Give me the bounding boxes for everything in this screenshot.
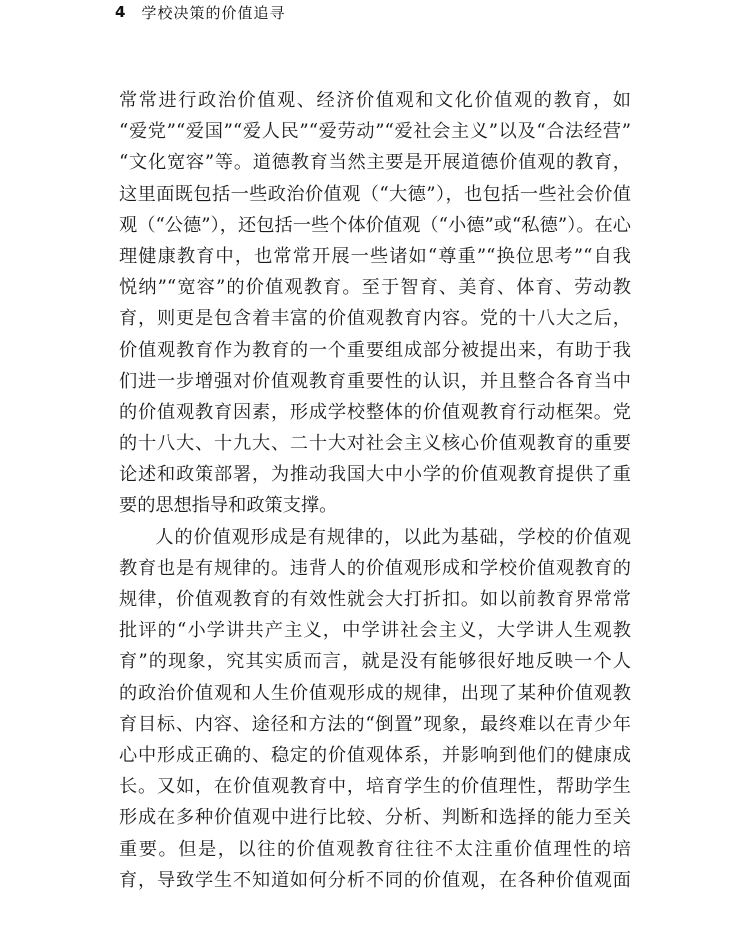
text-line: 教育也是有规律的。违背人的价值观形成和学校价值观教育的 [119, 557, 631, 579]
text-line: “爱党”“爱国”“爱人民”“爱劳动”“爱社会主义”以及“合法经营” [119, 121, 631, 143]
text-line: 理健康教育中，也常常开展一些诸如“尊重”“换位思考”“自我 [119, 245, 631, 267]
text-line: 价值观教育作为教育的一个重要组成部分被提出来，有助于我 [119, 339, 631, 361]
text-line: 育”的现象，究其实质而言，就是没有能够很好地反映一个人 [119, 651, 631, 673]
text-line: 心中形成正确的、稳定的价值观体系，并影响到他们的健康成 [119, 744, 631, 766]
text-line: 这里面既包括一些政治价值观（“大德”），也包括一些社会价值 [119, 183, 631, 205]
running-header [115, 0, 675, 24]
text-line: “文化宽容”等。道德教育当然主要是开展道德价值观的教育， [119, 152, 631, 174]
text-line: 规律，价值观教育的有效性就会大打折扣。如以前教育界常常 [119, 589, 631, 610]
text-line: 悦纳”“宽容”的价值观教育。至于智育、美育、体育、劳动教 [119, 277, 631, 299]
paragraph-1 [119, 85, 631, 522]
text-line: 人的价值观形成是有规律的，以此为基础，学校的价值观 [155, 526, 631, 548]
chapter-title: 学校决策的价值追寻 [141, 3, 286, 22]
text-line: 长。又如，在价值观教育中，培育学生的价值理性，帮助学生 [119, 776, 631, 798]
text-line: 论述和政策部署，为推动我国大中小学的价值观教育提供了重 [119, 464, 631, 486]
text-line: 要的思想指导和政策支撑。 [119, 495, 338, 517]
text-line: 常常进行政治价值观、经济价值观和文化价值观的教育，如 [119, 90, 631, 111]
text-line: 育目标、内容、途径和方法的“倒置”现象，最终难以在青少年 [119, 713, 631, 735]
text-line: 育，导致学生不知道如何分析不同的价值观，在各种价值观面 [119, 869, 631, 891]
page-number: 4 [115, 3, 126, 21]
text-line: 观（“公德”），还包括一些个体价值观（“小德”或“私德”）。在心 [119, 214, 631, 236]
text-line: 批评的“小学讲共产主义，中学讲社会主义，大学讲人生观教 [119, 620, 631, 642]
paragraph-2 [119, 522, 631, 896]
text-line: 形成在多种价值观中进行比较、分析、判断和选择的能力至关 [119, 807, 631, 829]
text-line: 育，则更是包含着丰富的价值观教育内容。党的十八大之后， [119, 308, 631, 330]
text-line: 的十八大、十九大、二十大对社会主义核心价值观教育的重要 [119, 433, 631, 455]
text-line: 的政治价值观和人生价值观形成的规律，出现了某种价值观教 [119, 682, 631, 704]
text-line: 们进一步增强对价值观教育重要性的认识，并且整合各育当中 [119, 370, 631, 392]
text-line: 重要。但是，以往的价值观教育往往不太注重价值理性的培 [119, 838, 631, 860]
body-text [119, 85, 631, 896]
text-line: 的价值观教育因素，形成学校整体的价值观教育行动框架。党 [119, 401, 631, 423]
